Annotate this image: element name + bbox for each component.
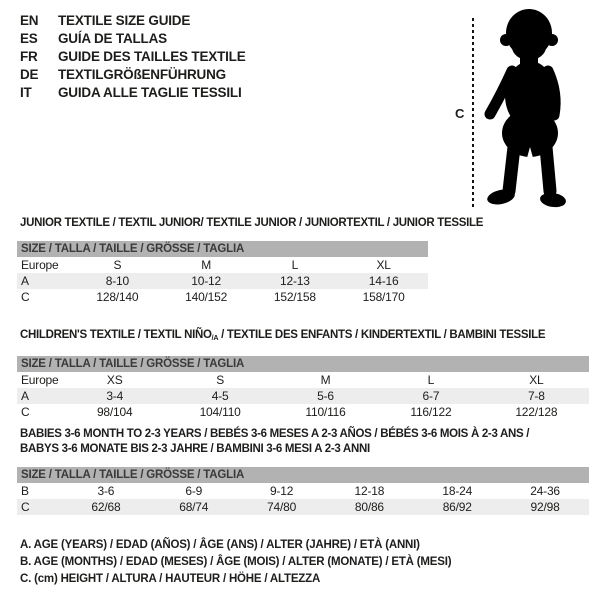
table-rows	[17, 257, 428, 305]
row-label: C	[21, 290, 30, 304]
cell-value: 92/98	[530, 500, 560, 514]
cell-value: 140/152	[185, 290, 228, 304]
cell-value: 74/80	[267, 500, 297, 514]
cell-value: XS	[106, 373, 123, 387]
cell-value: 110/116	[305, 405, 346, 419]
cell-value: S	[216, 373, 225, 387]
table-rows	[17, 372, 589, 420]
cell-value: 6-7	[422, 389, 440, 403]
footnotes	[20, 537, 451, 588]
size-header-bar: SIZE / TALLA / TAILLE / GRÖSSE / TAGLIA	[17, 356, 589, 372]
height-measure-label: C	[455, 106, 465, 121]
size-header-bar: SIZE / TALLA / TAILLE / GRÖSSE / TAGLIA	[17, 241, 428, 257]
cell-value: 3-4	[106, 389, 124, 403]
language-code: DE	[20, 67, 39, 82]
cell-value: S	[113, 258, 122, 272]
cell-value: 86/92	[442, 500, 472, 514]
cell-value: M	[320, 373, 331, 387]
row-label: B	[21, 484, 29, 498]
cell-value: 12-13	[280, 274, 310, 288]
table-title-line: JUNIOR TEXTILE / TEXTIL JUNIOR/ TEXTILE JUNIOR / JUNIORTEXTIL / JUNIOR TESSILE	[20, 217, 484, 229]
language-list	[20, 12, 246, 102]
cell-value: 158/170	[362, 290, 405, 304]
cell-value: L	[427, 373, 435, 387]
table-row	[17, 257, 428, 273]
children-textile-table	[17, 328, 589, 420]
cell-value: 122/128	[515, 405, 558, 419]
language-label: TEXTILGRÖßENFÜHRUNG	[58, 67, 226, 82]
table-title	[17, 216, 484, 231]
cell-value: 80/86	[354, 500, 384, 514]
language-label: GUIDA ALLE TAGLIE TESSILI	[58, 85, 242, 100]
cell-value: 10-12	[191, 274, 221, 288]
language-row	[20, 12, 246, 30]
table-title	[17, 328, 589, 346]
cell-value: 6-9	[185, 484, 203, 498]
cell-value: 9-12	[269, 484, 294, 498]
table-title-line: CHILDREN'S TEXTILE / TEXTIL $NIÑO_{/A}$ / TEXTILE DES ENFANTS / KINDERTEXTIL / BAMBINI TESSILE	[20, 329, 546, 342]
cell-value: 12-18	[354, 484, 385, 498]
table-title-line: BABIES 3-6 MONTH TO 2-3 YEARS / BEBÉS 3-6 MESES A 2-3 AÑOS / BÉBÉS 3-6 MOIS À 2-3 ANS /	[20, 428, 530, 440]
row-label: Europe	[21, 258, 59, 272]
cell-value: XL	[376, 258, 391, 272]
cell-value: XL	[529, 373, 544, 387]
table-rows	[17, 483, 589, 515]
table-row	[17, 388, 589, 404]
table-row	[17, 372, 589, 388]
babies-textile-table	[17, 427, 589, 515]
row-label: Europe	[21, 373, 59, 387]
footnote-line: C. (cm) HEIGHT / ALTURA / HAUTEUR / HÖHE / ALTEZZA	[20, 573, 321, 585]
cell-value: 128/140	[96, 290, 139, 304]
junior-textile-table	[17, 216, 484, 305]
cell-value: 14-16	[368, 274, 399, 288]
cell-value: 116/122	[410, 405, 452, 419]
cell-value: 5-6	[317, 389, 334, 403]
cell-value: 152/158	[273, 290, 316, 304]
cell-value: 62/68	[91, 500, 121, 514]
table-row	[17, 404, 589, 420]
table-row	[17, 273, 428, 289]
cell-value: 98/104	[96, 405, 133, 419]
table-title-line: BABYS 3-6 MONATE BIS 2-3 JAHRE / BAMBINI 3-6 MESI A 2-3 ANNI	[20, 443, 370, 455]
cell-value: L	[291, 258, 299, 272]
language-row	[20, 66, 246, 84]
language-row	[20, 48, 246, 66]
language-code: IT	[20, 85, 32, 100]
cell-value: 3-6	[97, 484, 115, 498]
row-label: C	[21, 500, 30, 514]
cell-value: 68/74	[179, 500, 209, 514]
language-row	[20, 84, 246, 102]
cell-value: 7-8	[527, 389, 545, 403]
language-code: EN	[20, 13, 39, 28]
cell-value: M	[201, 258, 212, 272]
cell-value: 8-10	[105, 274, 129, 288]
table-title	[17, 427, 589, 457]
footnote-line: A. AGE (YEARS) / EDAD (AÑOS) / ÂGE (ANS) / ALTER (JAHRE) / ETÀ (ANNI)	[20, 539, 420, 551]
cell-value: 4-5	[211, 389, 229, 403]
cell-value: 104/110	[199, 405, 241, 419]
language-label: TEXTILE SIZE GUIDE	[58, 13, 191, 28]
row-label: A	[21, 274, 29, 288]
cell-value: 18-24	[442, 484, 473, 498]
row-label: C	[21, 405, 30, 419]
row-label: A	[21, 389, 29, 403]
language-label: GUÍA DE TALLAS	[58, 31, 167, 46]
table-row	[17, 499, 589, 515]
baby-silhouette-icon	[480, 6, 580, 208]
language-row	[20, 30, 246, 48]
size-header-bar: SIZE / TALLA / TAILLE / GRÖSSE / TAGLIA	[17, 467, 589, 483]
language-code: ES	[20, 31, 38, 46]
footnote-line: B. AGE (MONTHS) / EDAD (MESES) / ÂGE (MOIS) / ALTER (MONATE) / ETÀ (MESI)	[20, 556, 452, 568]
height-measure-line	[472, 18, 474, 210]
table-row	[17, 483, 589, 499]
language-code: FR	[20, 49, 38, 64]
cell-value: 24-36	[530, 484, 560, 498]
table-row	[17, 289, 428, 305]
language-label: GUIDE DES TAILLES TEXTILE	[58, 49, 246, 64]
